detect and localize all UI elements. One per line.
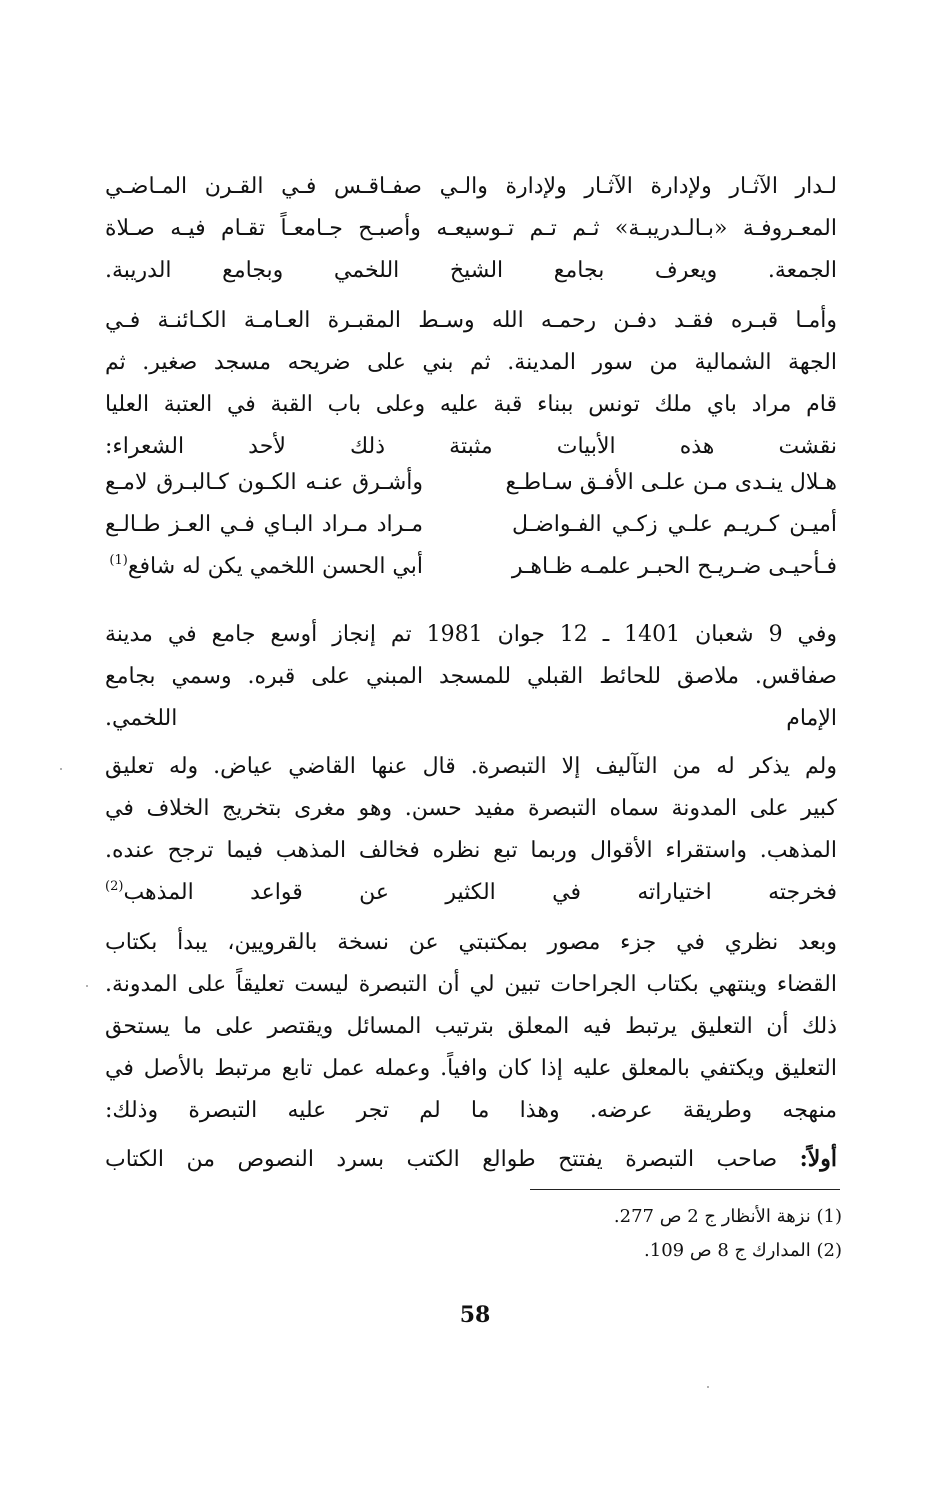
text-line: وأمـا قبـره فقـد دفـن رحمـه الله وسـط المقبـرة العـامـة الكـائنـة فـي — [105, 308, 837, 333]
text-line: الإمام اللخمي. — [105, 706, 837, 731]
poem-verse-1 — [105, 470, 837, 512]
text-line: الجهة الشمالية من سور المدينة. ثم بني على ضريحه مسجد صغير. ثم — [105, 350, 837, 375]
text-line: التعليق ويكتفي بالمعلق عليه إذا كان وافياً. وعمله عمل تابع مرتبط بالأصل في — [105, 1056, 837, 1081]
line-text: فخرجته اختياراته في الكثير عن قواعد المذهب — [123, 880, 837, 905]
paragraph-2 — [105, 300, 837, 468]
footnote-text: المدارك ج 8 ص 109. — [644, 1240, 811, 1261]
footnote-ref-2: (2) — [105, 879, 124, 894]
paragraph-3 — [105, 614, 837, 740]
verse-second-hemistich — [105, 554, 423, 579]
text-line: المعـروفـة «بـالـدريبـة» ثـم تـم تـوسيعـه وأصبـح جـامعـاً تقـام فيـه صـلاة — [105, 216, 837, 241]
paragraph-5 — [105, 922, 837, 1132]
footnote-1 — [614, 1206, 842, 1227]
paragraph-4 — [105, 746, 837, 914]
verse-text: أبي الحسن اللخمي يكن له شافع — [127, 554, 423, 579]
text-line: قام مراد باي ملك تونس ببناء قبة عليه وعلى باب القبة في العتبة العليا — [105, 392, 837, 417]
text-line: ولم يذكر له من التآليف إلا التبصرة. قال عنها القاضي عياض. وله تعليق — [105, 754, 837, 779]
point-label: أولاً: — [799, 1146, 837, 1172]
footnote-number: (1) — [816, 1206, 842, 1227]
text-line: وفي 9 شعبان 1401 ـ 12 جوان 1981 تم إنجاز أوسع جامع في مدينة — [105, 622, 837, 647]
footnote-separator — [530, 1189, 840, 1190]
text-line: الجمعة. ويعرف بجامع الشيخ اللخمي وبجامع الدريبة. — [105, 258, 837, 283]
paragraph-6 — [105, 1138, 837, 1180]
text-line: منهجه وطريقة عرضه. وهذا ما لم تجر عليه التبصرة وذلك: — [105, 1098, 837, 1123]
poem-verse-2 — [105, 512, 837, 554]
text-line: لـدار الآثـار ولإدارة الآثـار ولإدارة والـي صفـاقـس فـي القـرن المـاضـي — [105, 174, 837, 199]
scan-speck — [60, 768, 62, 770]
footnote-2 — [644, 1240, 842, 1261]
verse-second-hemistich: وأشـرق عنـه الكـون كـالبـرق لامـع — [105, 470, 423, 495]
scan-speck — [86, 985, 88, 987]
text-line: ذلك أن التعليق يرتبط فيه المعلق بترتيب المسائل ويقتصر على ما يستحق — [105, 1014, 837, 1039]
text-line: المذهب. واستقراء الأقوال وربما تبع نظره فخالف المذهب فيما ترجح عنده. — [105, 838, 837, 863]
text-line — [105, 872, 837, 914]
scan-speck — [707, 1386, 709, 1388]
verse-first-hemistich: فـأحيـى ضـريـح الحبـر علمـه ظـاهـر — [511, 554, 837, 579]
poem-verse-3 — [105, 554, 837, 596]
verse-first-hemistich: هـلال ينـدى مـن علـى الأفـق سـاطـع — [505, 470, 837, 495]
verse-first-hemistich: أميـن كـريـم علـي زكـي الفـواضـل — [512, 512, 837, 537]
line-text: صاحب التبصرة يفتتح طوالع الكتب بسرد النصوص من الكتاب — [105, 1147, 778, 1172]
text-line: نقشت هذه الأبيات مثبتة ذلك لأحد الشعراء: — [105, 434, 837, 459]
text-line: كبير على المدونة سماه التبصرة مفيد حسن. وهو مغرى بتخريج الخلاف في — [105, 796, 837, 821]
footnote-number: (2) — [816, 1240, 842, 1261]
text-line: صفاقس. ملاصق للحائط القبلي للمسجد المبني على قبره. وسمي بجامع — [105, 664, 837, 689]
text-line: وبعد نظري في جزء مصور بمكتبتي عن نسخة بالقرويين، يبدأ بكتاب — [105, 930, 837, 955]
text-line: القضاء وينتهي بكتاب الجراحات تبين لي أن التبصرة ليست تعليقاً على المدونة. — [105, 972, 837, 997]
page-number: 58 — [459, 1302, 491, 1328]
footnote-text: نزهة الأنظار ج 2 ص 277. — [613, 1206, 811, 1227]
verse-second-hemistich: مـراد مـراد البـاي فـي العـز طـالـع — [105, 512, 423, 537]
footnote-ref-1: (1) — [109, 553, 128, 568]
text-line — [105, 1138, 837, 1180]
paragraph-1 — [105, 166, 837, 292]
